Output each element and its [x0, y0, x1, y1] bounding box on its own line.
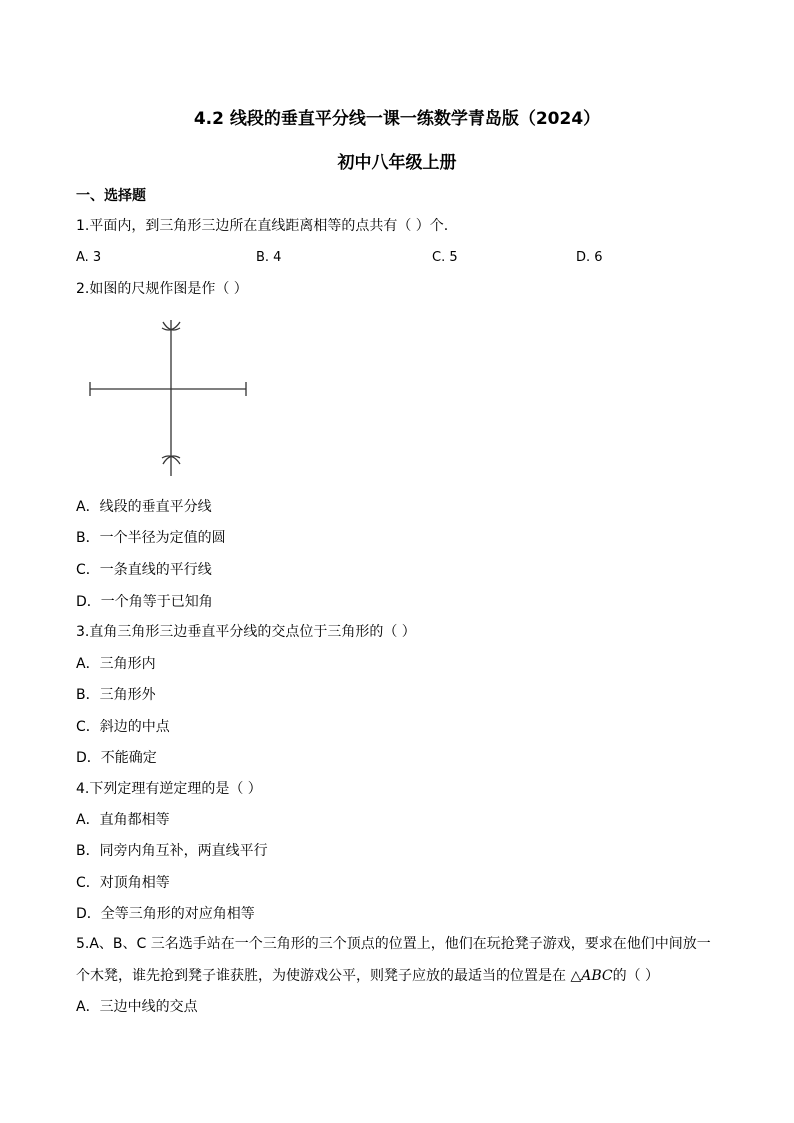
question-4-text: 4.下列定理有逆定理的是（ ） [76, 781, 262, 797]
document-subtitle: 初中八年级上册 [337, 153, 457, 173]
question-5-text-part2: 的（ ） [612, 968, 660, 984]
q3-option-d: D．不能确定 [76, 750, 157, 766]
q4-option-b: B．同旁内角互补，两直线平行 [76, 843, 268, 859]
question-3-text: 3.直角三角形三边垂直平分线的交点位于三角形的（ ） [76, 624, 416, 640]
q1-option-d: D. 6 [576, 250, 603, 265]
q3-option-a: A．三角形内 [76, 656, 156, 672]
q2-option-a: A．线段的垂直平分线 [76, 499, 212, 515]
q4-option-d: D．全等三角形的对应角相等 [76, 906, 255, 922]
q3-option-c: C．斜边的中点 [76, 719, 170, 735]
q5-option-a: A．三边中线的交点 [76, 999, 198, 1015]
q2-option-c: C．一条直线的平行线 [76, 562, 212, 578]
document-title: 4.2 线段的垂直平分线一课一练数学青岛版（2024） [193, 109, 601, 129]
question-2-text: 2.如图的尺规作图是作（ ） [76, 281, 248, 297]
q2-option-d: D．一个角等于已知角 [76, 594, 213, 610]
q1-option-c: C. 5 [432, 250, 458, 265]
triangle-abc-math: △ABC [570, 968, 613, 984]
question-5-text-part1: 5.A、B、C 三名选手站在一个三角形的三个顶点的位置上，他们在玩抢凳子游戏，要求在他们中间放一个木凳，谁先抢到凳子谁获胜，为使游戏公平，则凳子应放的最适当的位置是在 [76, 936, 711, 984]
q2-option-b: B．一个半径为定值的圆 [76, 530, 226, 546]
question-5-text [76, 928, 716, 992]
q3-option-b: B．三角形外 [76, 687, 156, 703]
q1-option-b: B. 4 [256, 250, 282, 265]
q4-option-c: C．对顶角相等 [76, 875, 170, 891]
section-heading: 一、选择题 [76, 188, 146, 204]
q1-option-a: A. 3 [76, 250, 102, 265]
compass-construction-figure [86, 316, 251, 481]
q4-option-a: A．直角都相等 [76, 812, 170, 828]
question-1-text: 1.平面内，到三角形三边所在直线距离相等的点共有（ ）个. [76, 218, 449, 234]
